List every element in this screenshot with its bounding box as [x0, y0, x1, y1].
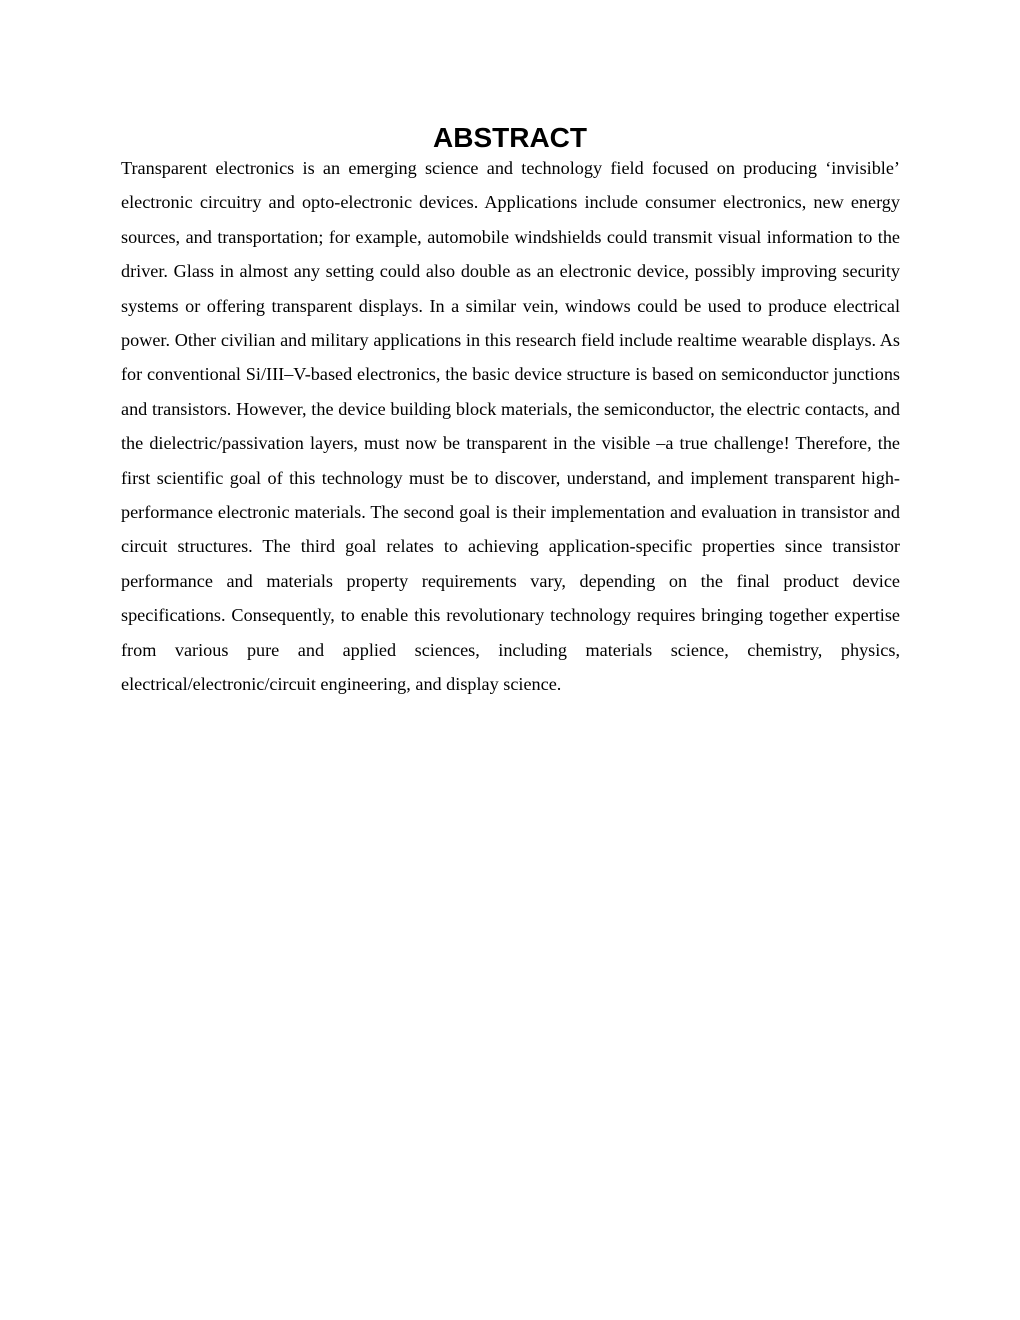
abstract-paragraph: Transparent electronics is an emerging science and technology field focused on producing ‘invisible’ electronic circuitry and opto-electronic devices. Applications include consumer electronics, new energy sources, and transportation; for example, automobile windshields could transmit visual information to the driver. Glass in almost any setting could also double as an electronic device, possibly improving security systems or offering transparent displays. In a similar vein, windows could be used to produce electrical power. Other civilian and military applications in this research field include realtime wearable displays. As for conventional Si/III–V-based electronics, the basic device structure is based on semiconductor junctions and transistors. However, the device building block materials, the semiconductor, the electric contacts, and the dielectric/passivation layers, must now be transparent in the visible –a true challenge! Therefore, the first scientific goal of this technology must be to discover, understand, and implement transparent high-performance electronic materials. The second goal is their implementation and evaluation in transistor and circuit structures. The third goal relates to achieving application-specific properties since transistor performance and materials property requirements vary, depending on the final product device specifications. Consequently, to enable this revolutionary technology requires bringing together expertise from various pure and applied sciences, including materials science, chemistry, physics, electrical/electronic/circuit engineering, and display science.	[121, 158, 900, 695]
abstract-heading: ABSTRACT	[433, 122, 587, 153]
